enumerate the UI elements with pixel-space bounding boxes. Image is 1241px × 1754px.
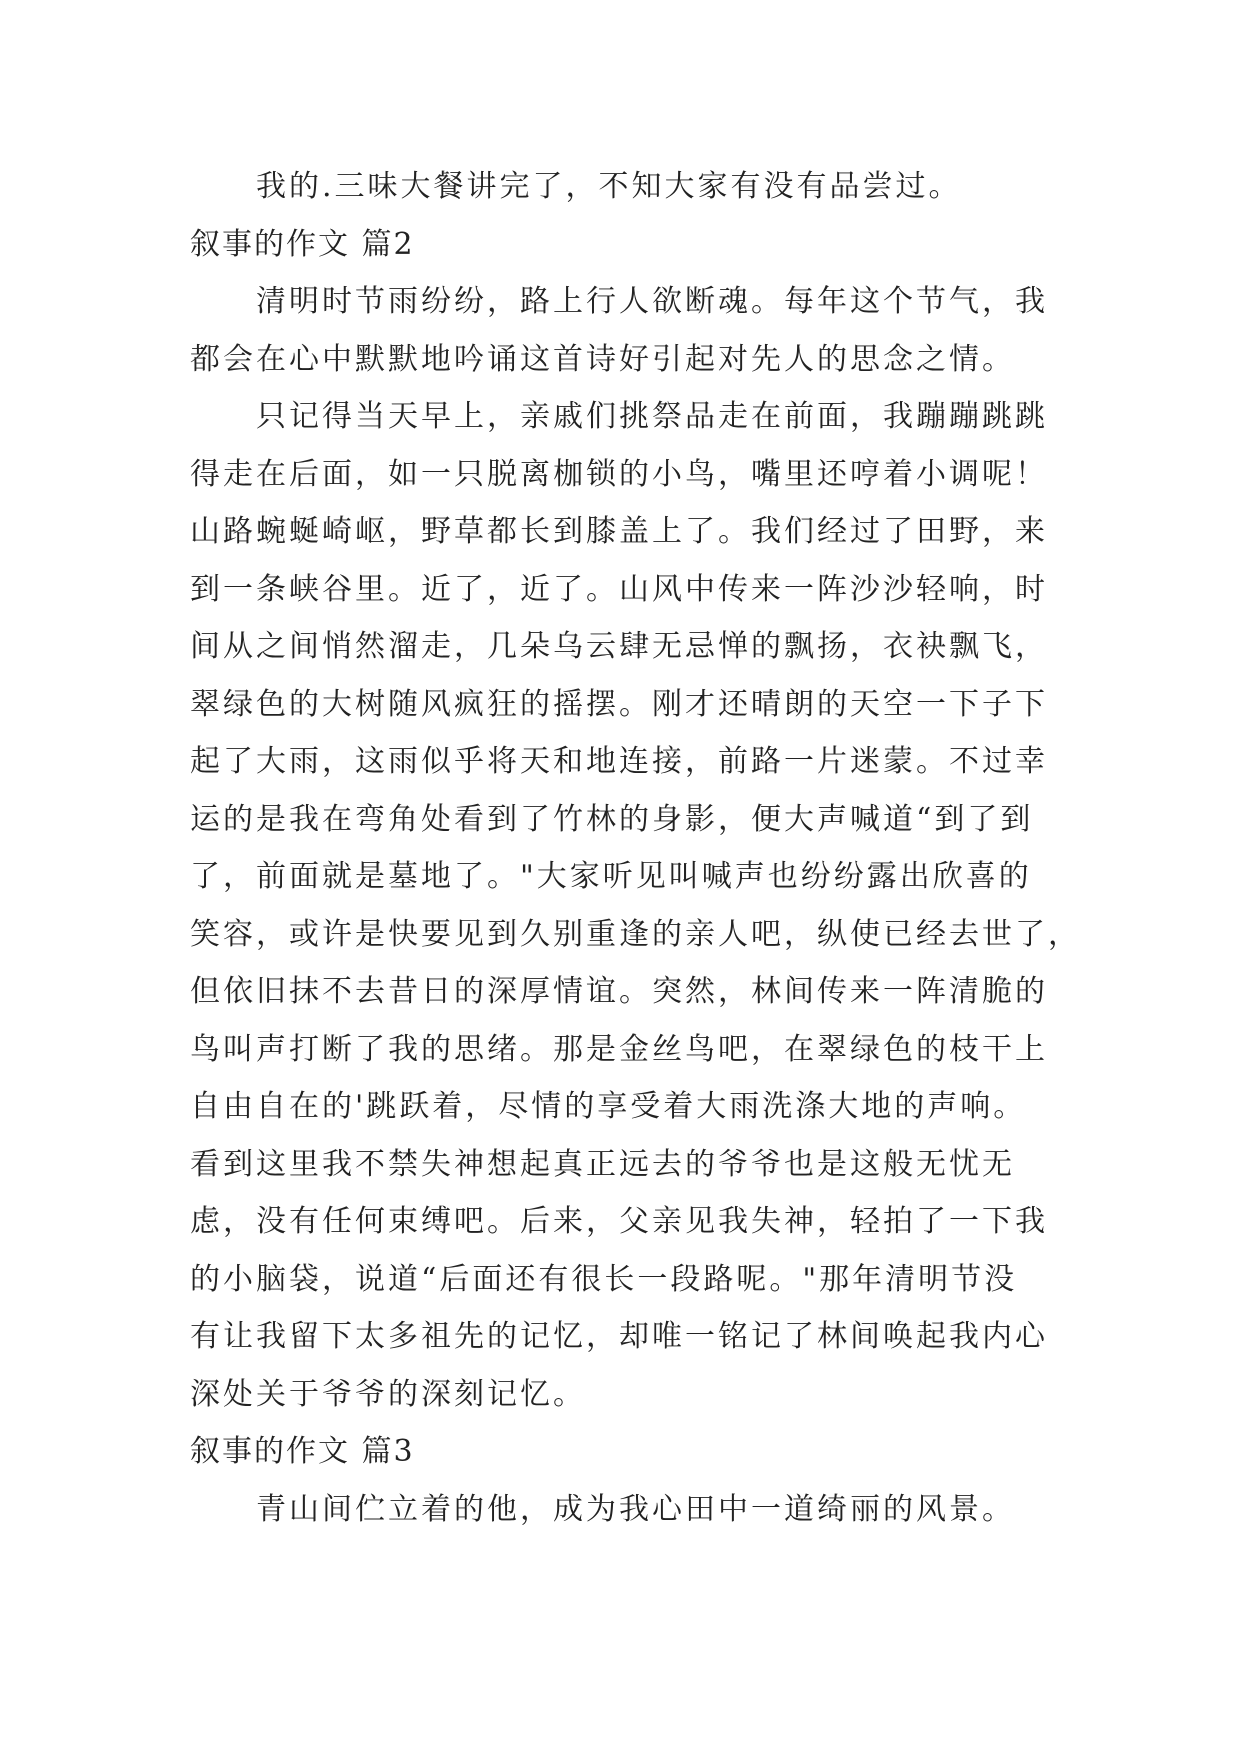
paragraph-line: 了，前面就是墓地了。"大家听见叫喊声也纷纷露出欣喜的 [190, 859, 1032, 894]
paragraph-line: 有让我留下太多祖先的记忆，却唯一铭记了林间唤起我内心 [190, 1319, 1048, 1354]
paragraph-line: 我的.三味大餐讲完了，不知大家有没有品尝过。 [256, 169, 962, 204]
paragraph-line: 翠绿色的大树随风疯狂的摇摆。刚才还晴朗的天空一下子下 [190, 686, 1048, 722]
paragraph-line: 鸟叫声打断了我的思绪。那是金丝鸟吧，在翠绿色的枝干上 [190, 1031, 1048, 1067]
paragraph-line: 清明时节雨纷纷，路上行人欲断魂。每年这个节气，我 [256, 284, 1048, 319]
document-body [190, 158, 1081, 1538]
section-heading: 叙事的作文 篇2 [190, 226, 415, 262]
paragraph-line: 笑容，或许是快要见到久别重逢的亲人吧，纵使已经去世了， [190, 916, 1081, 952]
paragraph-line: 起了大雨，这雨似乎将天和地连接，前路一片迷蒙。不过幸 [190, 744, 1048, 779]
paragraph-line: 到一条峡谷里。近了，近了。山风中传来一阵沙沙轻响，时 [190, 571, 1048, 607]
paragraph-line: 间从之间悄然溜走，几朵乌云肆无忌惮的飘扬，衣袂飘飞， [190, 629, 1048, 664]
paragraph-line: 自由自在的'跳跃着，尽情的享受着大雨洗涤大地的声响。 [190, 1089, 1027, 1124]
paragraph-line: 虑，没有任何束缚吧。后来，父亲见我失神，轻拍了一下我 [190, 1204, 1048, 1239]
paragraph-line: 的小脑袋，说道“后面还有很长一段路呢。"那年清明节没 [190, 1261, 1018, 1297]
paragraph-line: 看到这里我不禁失神想起真正远去的爷爷也是这般无忧无 [190, 1146, 1015, 1182]
paragraph-line: 都会在心中默默地吟诵这首诗好引起对先人的思念之情。 [190, 341, 1015, 377]
paragraph-line: 运的是我在弯角处看到了竹林的身影，便大声喊道“到了到 [190, 801, 1034, 837]
paragraph-line: 山路蜿蜒崎岖，野草都长到膝盖上了。我们经过了田野，来 [190, 514, 1048, 549]
paragraph-line: 深处关于爷爷的深刻记忆。 [190, 1376, 586, 1412]
paragraph-line: 得走在后面，如一只脱离枷锁的小鸟，嘴里还哼着小调呢！ [190, 456, 1048, 492]
paragraph-line: 青山间伫立着的他，成为我心田中一道绮丽的风景。 [256, 1491, 1015, 1527]
section-heading: 叙事的作文 篇3 [190, 1434, 415, 1469]
paragraph-line: 但依旧抹不去昔日的深厚情谊。突然，林间传来一阵清脆的 [190, 974, 1048, 1009]
paragraph-line: 只记得当天早上，亲戚们挑祭品走在前面，我蹦蹦跳跳 [256, 399, 1048, 434]
